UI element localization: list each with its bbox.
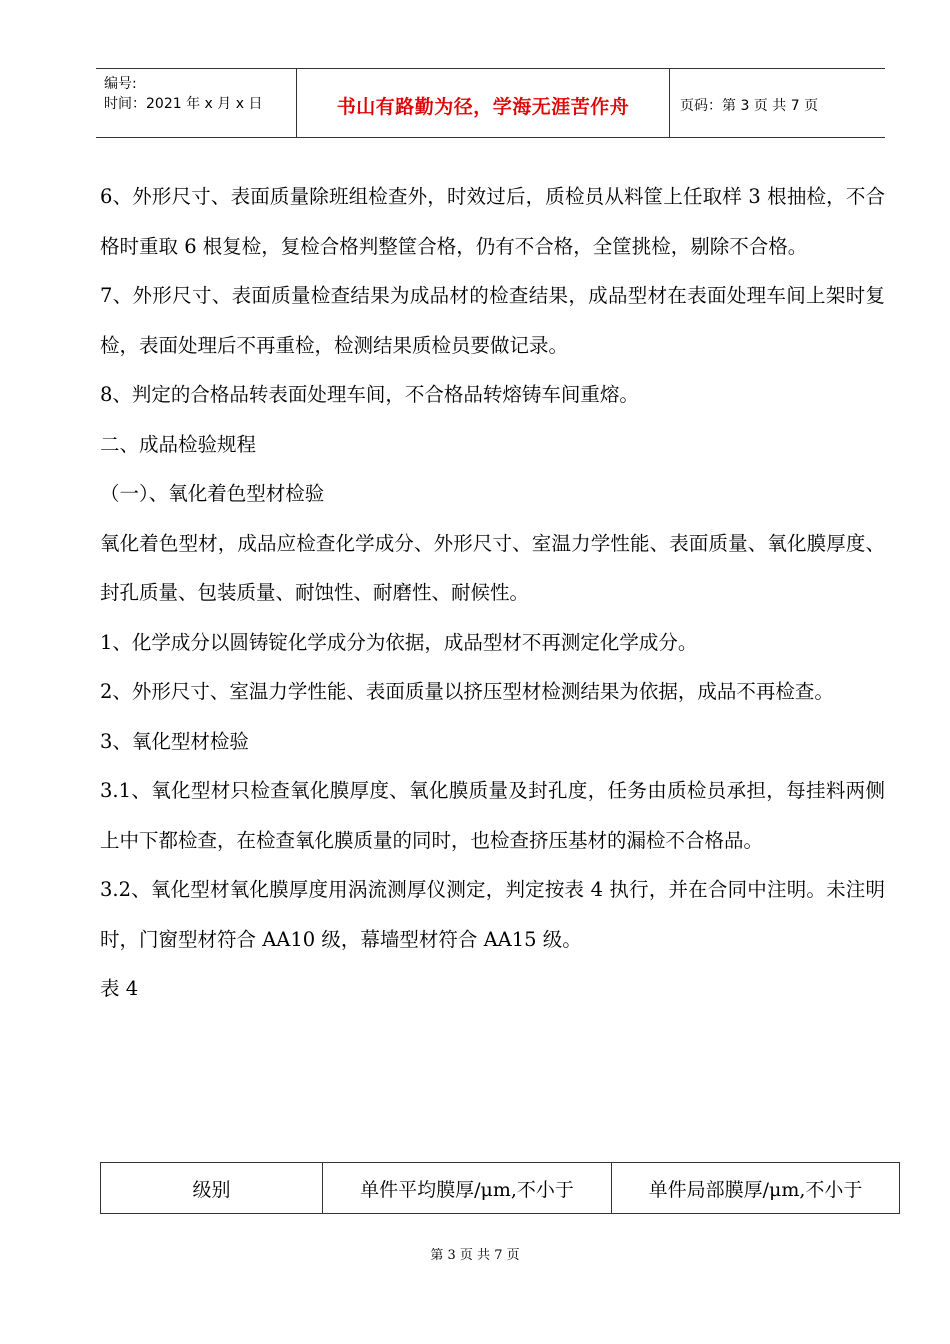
paragraph: 7、外形尺寸、表面质量检查结果为成品材的检查结果，成品型材在表面处理车间上架时复检，表面处理后不再重检，检测结果质检员要做记录。	[100, 284, 885, 357]
table-header-cell: 单件平均膜厚/μm,不小于	[323, 1163, 612, 1213]
paragraph: 3.2、氧化型材氧化膜厚度用涡流测厚仪测定，判定按表 4 执行，并在合同中注明。未注明时，门窗型材符合 AA10 级，幕墙型材符合 AA15 级。	[100, 878, 885, 951]
document-body	[100, 172, 885, 1014]
paragraph: 1、化学成分以圆铸锭化学成分为依据，成品型材不再测定化学成分。	[100, 630, 698, 654]
subsection-heading: （一）、氧化着色型材检验	[100, 482, 325, 505]
section-heading: 二、成品检验规程	[100, 432, 257, 456]
paragraph: 3、氧化型材检验	[100, 729, 249, 753]
document-header	[96, 68, 885, 138]
header-motto-cell	[297, 69, 670, 137]
header-motto: 书山有路勤为径，学海无涯苦作舟	[336, 96, 630, 118]
document-number-label: 编号:	[104, 76, 137, 92]
paragraph: 氧化着色型材，成品应检查化学成分、外形尺寸、室温力学性能、表面质量、氧化膜厚度、封孔质量、包装质量、耐蚀性、耐磨性、耐候性。	[100, 531, 885, 604]
table-header-cell: 级别	[101, 1163, 323, 1213]
table-4	[100, 1162, 900, 1214]
paragraph: 6、外形尺寸、表面质量除班组检查外，时效过后，质检员从料筐上任取样 3 根抽检，不合格时重取 6 根复检，复检合格判整筐合格，仍有不合格，全筐挑检，剔除不合格。	[100, 185, 885, 258]
document-time-label: 时间：2021 年 x 月 x 日	[104, 96, 263, 112]
page-footer: 第 3 页 共 7 页	[430, 1248, 520, 1263]
paragraph: 8、判定的合格品转表面处理车间，不合格品转熔铸车间重熔。	[100, 383, 639, 406]
table-header-cell: 单件局部膜厚/μm,不小于	[648, 1178, 863, 1201]
paragraph: 3.1、氧化型材只检查氧化膜厚度、氧化膜质量及封孔度，任务由质检员承担，每挂料两侧上中下都检查，在检查氧化膜质量的同时，也检查挤压基材的漏检不合格品。	[100, 779, 885, 852]
header-page-info: 页码：第 3 页 共 7 页	[680, 98, 819, 114]
table-caption: 表 4	[100, 977, 139, 1000]
header-page-cell	[670, 69, 885, 137]
header-info-cell	[96, 69, 297, 137]
paragraph: 2、外形尺寸、室温力学性能、表面质量以挤压型材检测结果为依据，成品不再检查。	[100, 680, 834, 703]
